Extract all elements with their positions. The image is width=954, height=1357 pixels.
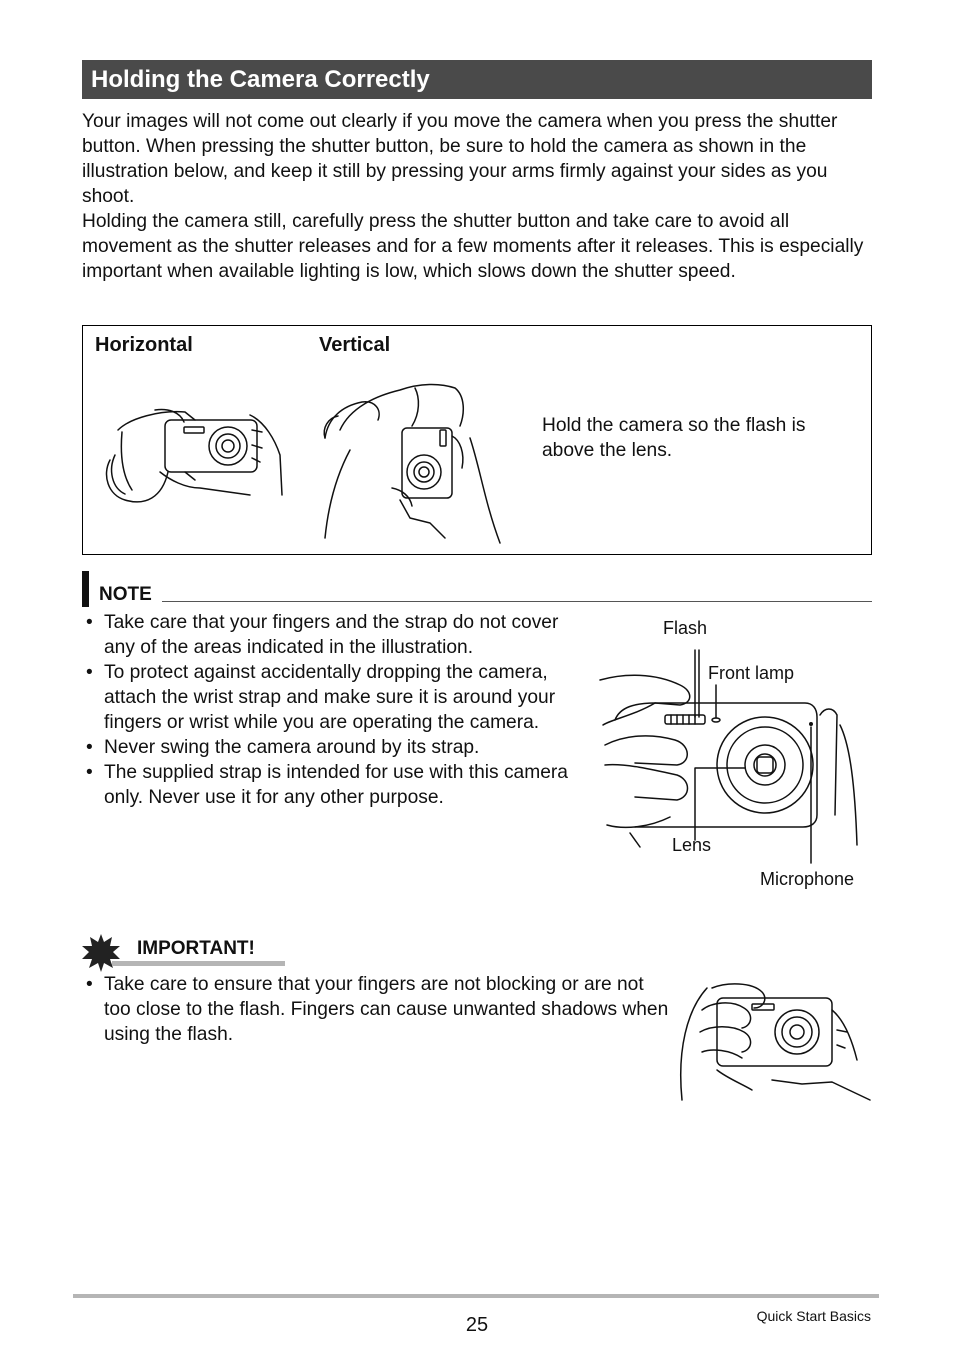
footer-section-label: Quick Start Basics — [756, 1308, 871, 1324]
important-burst-icon — [82, 934, 120, 972]
horizontal-hold-illustration — [100, 400, 290, 515]
important-label: IMPORTANT! — [137, 938, 255, 959]
vertical-label: Vertical — [319, 334, 391, 356]
intro-paragraph-1: Your images will not come out clearly if you move the camera when you press the shutter button. When pressing the shutter button, be sure to hold the camera as shown in the illustration below, and keep it still by pressing your arms firmly against your sides as you shoot. — [82, 111, 838, 207]
microphone-callout-label: Microphone — [760, 869, 855, 889]
important-list — [82, 972, 672, 1047]
intro-text — [82, 109, 872, 284]
camera-front-illustration — [595, 645, 865, 865]
front-lamp-callout-label: Front lamp — [708, 663, 795, 683]
note-item: • To protect against accidentally dropping the camera, attach the wrist strap and make sure it is around your fingers or wrist while you are operating the camera. — [82, 660, 582, 735]
fingers-near-flash-illustration — [672, 980, 872, 1105]
intro-paragraph-2: Holding the camera still, carefully press the shutter button and take care to avoid all movement as the shutter releases and for a few moments after it releases. This is especially important when available lighting is low, which slows down the shutter speed. — [82, 211, 864, 282]
important-divider — [112, 961, 285, 966]
note-item: • The supplied strap is intended for use with this camera only. Never use it for any other purpose. — [82, 760, 582, 810]
note-item: • Take care that your fingers and the strap do not cover any of the areas indicated in the illustration. — [82, 610, 582, 660]
lens-callout-label: Lens — [672, 835, 712, 855]
flash-callout-label: Flash — [663, 618, 708, 638]
page-number: 25 — [465, 1314, 489, 1336]
note-marker — [82, 571, 89, 607]
holding-hint: Hold the camera so the flash is above the lens. — [542, 415, 806, 461]
note-divider — [162, 601, 872, 602]
horizontal-label: Horizontal — [95, 334, 193, 356]
note-label: NOTE — [99, 584, 152, 605]
note-list — [82, 610, 582, 810]
footer-divider — [73, 1294, 879, 1298]
note-item: • Never swing the camera around by its strap. — [82, 735, 582, 760]
vertical-hold-illustration — [320, 378, 505, 548]
section-title-bar — [82, 60, 872, 99]
important-item: • Take care to ensure that your fingers are not blocking or are not too close to the flash. Fingers can cause unwanted shadows when using the flash. — [82, 972, 672, 1047]
section-title: Holding the Camera Correctly — [91, 66, 430, 93]
